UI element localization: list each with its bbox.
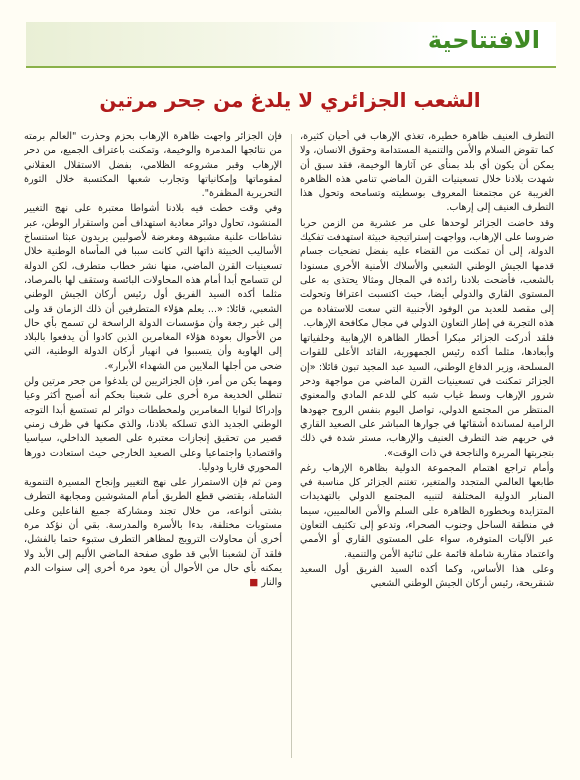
column-divider (291, 134, 292, 758)
paragraph: فلقد أدركت الجزائر مبكرا أخطار الظاهرة الإرهابية وخلفياتها وأبعادها، مثلما أكده رئيس الجمهورية، القائد الأعلى للقوات المسلحة، وزير الدفاع الوطني، السيد عبد المجيد تبون قائلا: «إن الجزائر تمكنت في تسعينيات القرن الماضي من مواجهة ودحر شرور الإرهاب وسط غياب شبه كلي للدعم المادي والمعنوي المنتظر من المجتمع الدولي، تواصل اليوم بنفس الروح جهودها الرامية لمساندة أشقائها في جوارها المباشر على الصعيد القاري في حربهم ضد التطرف العنيف والإرهاب، مستر شدة في ذلك بتجربتها المريرة والناجحة في ذات الوقت». (300, 333, 554, 459)
section-label: الافتتاحية (427, 26, 540, 54)
paragraph: وفي وقت خطت فيه بلادنا أشواطا معتبرة على نهج التغيير المنشود، تحاول دوائر معادية استهداف أمن واستقرار الوطن، عبر نشاطات علنية مشبوهة ومغرضة لأصوليين يريدون عبثا استنساخ الأساليب الخبيثة ذاتها التي كانت سببا في المأساة الوطنية خلال تسعينيات القرن الماضي، منها نشر خطاب متطرف، لكن الدولة لن تتسامح أبدا أمام هذه المحاولات البائسة وستقف لها بالمرصاد، مثلما أكده السيد الفريق أول رئيس أركان الجيش الوطني الشعبي، قائلا: «... يعلم هؤلاء المتطرفين أن ذلك الزمان قد ولى إلى غير رجعة وأن مؤسسات الدولة الراسخة لن تسمح بأي حال من الأحوال بعودة هؤلاء المغامرين الذين كادوا أن يدفعوا بالبلاد إلى الهاوية وأن يتسببوا في انهيار أركان الدولة الوطنية، التي ضحى من أجلها الملايين من الشهداء الأبرار». (24, 203, 282, 372)
paragraph: وعلى هذا الأساس، وكما أكده السيد الفريق أول السعيد شنقريحة، رئيس أركان الجيش الوطني الشعبي (300, 563, 554, 590)
left-column (24, 130, 282, 760)
paragraph: وأمام تراجع اهتمام المجموعة الدولية بظاهرة الإرهاب رغم طابعها العالمي المتجدد والمتغير، تغتنم الجزائر كل مناسبة في المنابر الدولية المختلفة لتنبيه المجتمع الدولي بالتهديدات المتزايدة وبخطورة الظاهرة على السلم والأمن العالميين، سيما في منطقة الساحل وجنوب الصحراء، وتدعو إلى تكثيف التعاون عبر الآليات المتوفرة، سواء على المستوى القاري أو الأممي واعتماد مقاربة شاملة قائمة على ثنائية الأمن والتنمية. (300, 462, 554, 560)
right-column (300, 130, 554, 760)
headline: الشعب الجزائري لا يلدغ من جحر مرتين (99, 88, 481, 112)
paragraph (24, 476, 282, 590)
paragraph-text: ومن ثم فإن الاستمرار على نهج التغيير وإنجاح المسيرة التنموية الشاملة، يقتضي قطع الطريق أمام المشوشين ومجابهة التطرف بشتى أنواعه، من خلال تجند ومشاركة جميع الفاعلين وعلى مستويات مختلفة، بدءا بالأسرة والمدرسة. بقي أن نؤكد مرة أخرى أن محاولات الترويج لمظاهر التطرف ستبوء حتما بالفشل، فلقد آن لشعبنا الأبي قد طوى صفحة الماضي الأليم إلى الأبد ولا يمكنه بأي حال من الأحوال أن يعود مرة أخرى إلى سنوات الدم والنار (24, 477, 282, 589)
paragraph: وقد خاضت الجزائر لوحدها على مر عشرية من الزمن حربا ضروسا على الإرهاب، وواجهت إستراتيجية خبيثة استهدفت تفكيك الدولة، إلى أن تمكنت من القضاء عليه بفضل تضحيات جسام قدمها الجيش الوطني الشعبي والأسلاك الأمنية الأخرى مسنودا بالشعب، فأضحت بلادنا رائدة في المجال ومثالا يحتذى به على المستوى القاري والدولي أيضا، حيث اكتسبت اعترافا وتحولت إلى مقصد للعديد من الوفود الأجنبية التي سعت للاستفادة من هذه التجربة في إطار التعاون الدولي في مجال مكافحة الإرهاب. (300, 217, 554, 329)
paragraph: ومهما يكن من أمر، فإن الجزائريين لن يلدغوا من جحر مرتين ولن تنطلي الخديعة مرة أخرى على شعبنا بحكم أنه أصبح أكثر وعيا وإدراكا لنوايا المغامرين ولمخططات دوائر لم تستسغ أبدا التوجه الوطني الجديد الذي تسلكه بلادنا، والذي مكنها في ظرف زمني قصير من تحقيق إنجازات معتبرة على الصعيد الداخلي، سياسيا واقتصاديا واجتماعيا وعلى الصعيد الخارجي حيث استعادت دورها المحوري قاريا ودوليا. (24, 376, 282, 473)
paragraph: فإن الجزائر واجهت ظاهرة الإرهاب بحزم وحذرت "العالم برمته من نتائجها المدمرة والوخيمة، وتمكنت باعتراف الجميع، من دحر الإرهاب وقبر مشروعه الظلامي، بفضل الاستقلال العقلاني لمقوماتها وإمكانياتها وتجارب شعبها المكتسبة خلال الثورة التحريرية المظفرة". (24, 131, 282, 200)
end-mark: ■ (249, 577, 259, 589)
paragraph: التطرف العنيف ظاهرة خطيرة، تغذي الإرهاب في أحيان كثيرة، كما تقوض السلام والأمن والتنمية المستدامة وحقوق الانسان، ولا يمكن أن يكون أي بلد بمنأى عن آثارها الوخيمة، فقد سبق أن شهدت بلادنا خلال تسعينيات القرن الماضي تنامي هذه الظاهرة الغريبة عن مجتمعنا المعروف بوسطيته وتسامحه وتحول هذا التطرف العنيف إلى إرهاب. (300, 131, 554, 214)
